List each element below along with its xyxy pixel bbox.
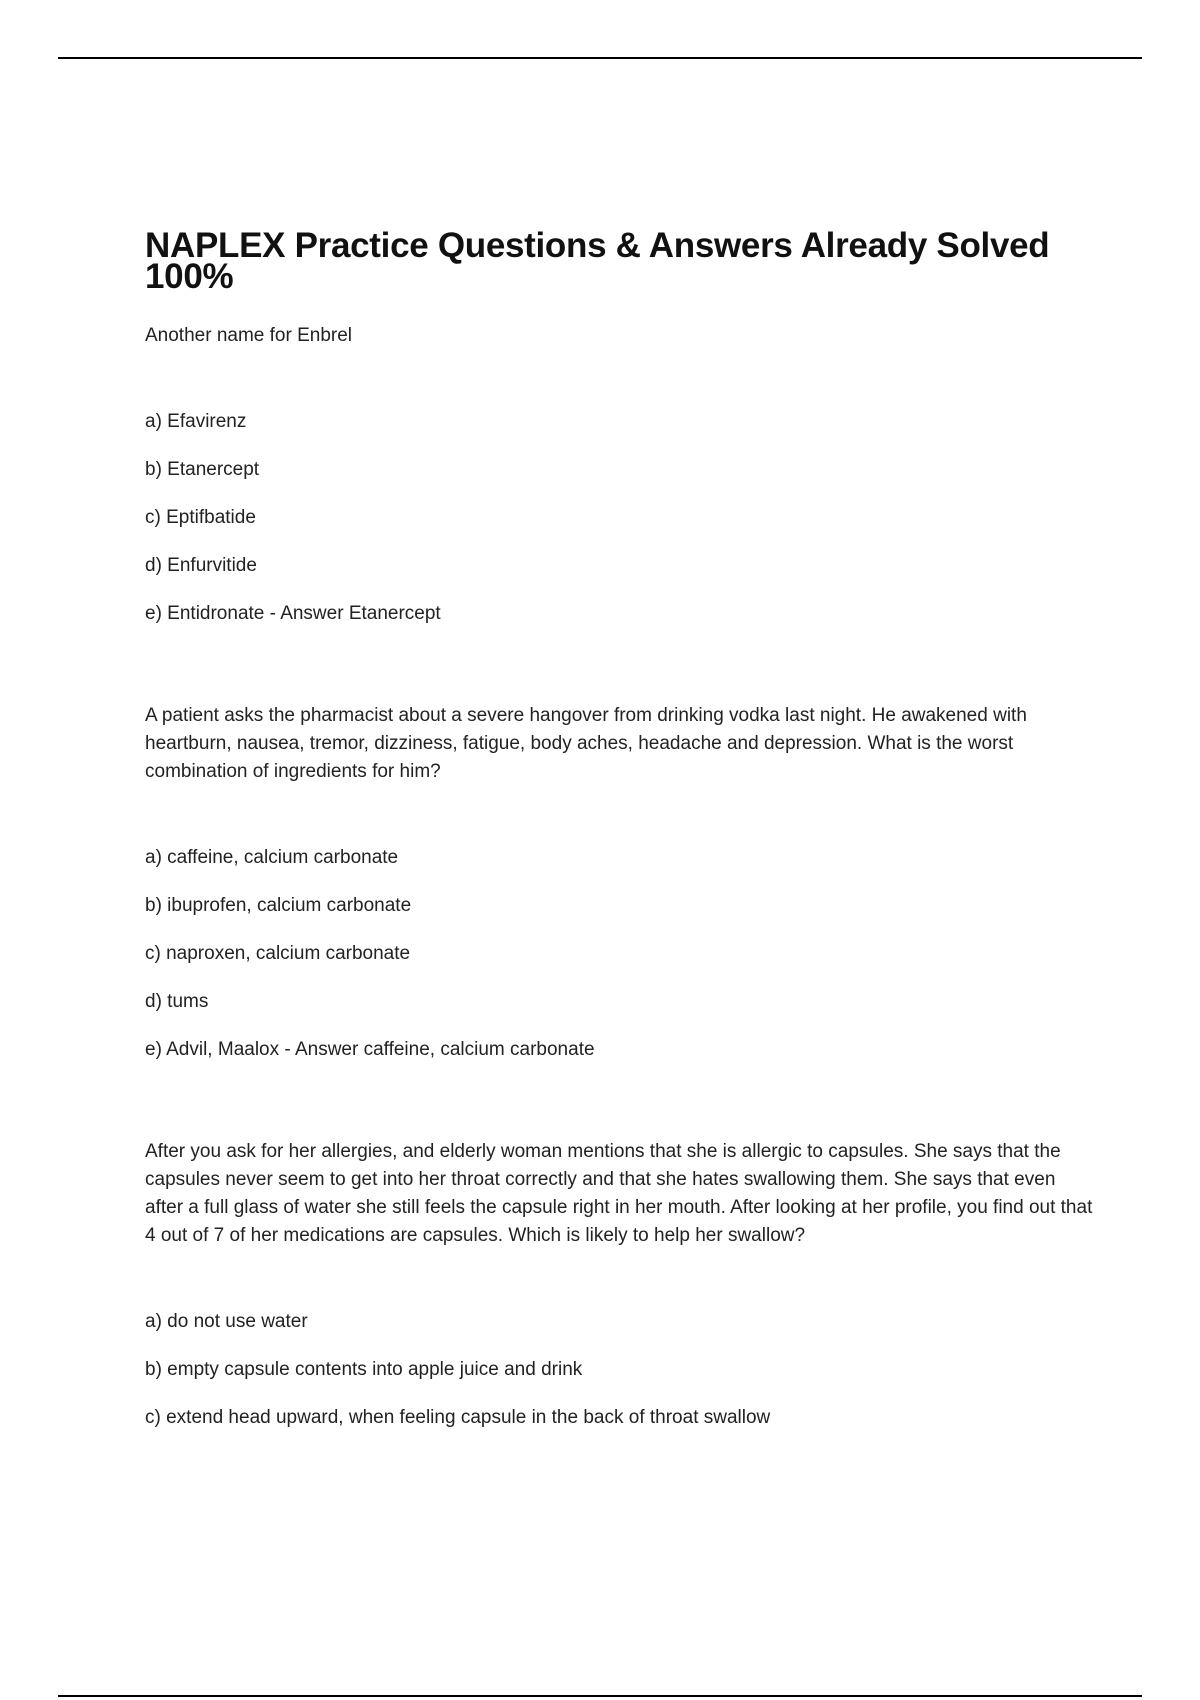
answer-options [145, 408, 1095, 628]
question-block-1 [145, 322, 1095, 628]
option-c: c) Eptifbatide [145, 507, 256, 528]
question-block-3 [145, 1138, 1095, 1432]
question-text: Another name for Enbrel [145, 325, 353, 346]
option-a: a) do not use water [145, 1311, 308, 1332]
option-c: c) extend head upward, when feeling capsule in the back of throat swallow [145, 1407, 771, 1428]
option-c: c) naproxen, calcium carbonate [145, 943, 411, 964]
option-e-with-answer: e) Advil, Maalox - Answer caffeine, calcium carbonate [145, 1039, 595, 1060]
bottom-divider [58, 1695, 1142, 1697]
option-b: b) empty capsule contents into apple juice and drink [145, 1359, 583, 1380]
option-a: a) caffeine, calcium carbonate [145, 847, 399, 868]
option-b: b) Etanercept [145, 459, 260, 480]
answer-options [145, 844, 1095, 1064]
answer-options [145, 1308, 1095, 1432]
document-body [145, 226, 1095, 1452]
option-d: d) Enfurvitide [145, 555, 257, 576]
option-a: a) Efavirenz [145, 411, 247, 432]
page-title: NAPLEX Practice Questions & Answers Already Solved 100% [145, 226, 1050, 296]
question-text: A patient asks the pharmacist about a severe hangover from drinking vodka last night. He awakened with heartburn, nausea, tremor, dizziness, fatigue, body aches, headache and depression. What is the worst combination of ingredients for him? [145, 705, 1027, 782]
option-e-with-answer: e) Entidronate - Answer Etanercept [145, 603, 441, 624]
top-divider [58, 57, 1142, 59]
option-b: b) ibuprofen, calcium carbonate [145, 895, 412, 916]
option-d: d) tums [145, 991, 209, 1012]
question-text: After you ask for her allergies, and elderly woman mentions that she is allergic to capsules. She says that the capsules never seem to get into her throat correctly and that she hates swallowing them. She says that even after a full glass of water she still feels the capsule right in her mouth. After looking at her profile, you find out that 4 out of 7 of her medications are capsules. Which is likely to help her swallow? [145, 1141, 1093, 1246]
question-block-2 [145, 702, 1095, 1064]
